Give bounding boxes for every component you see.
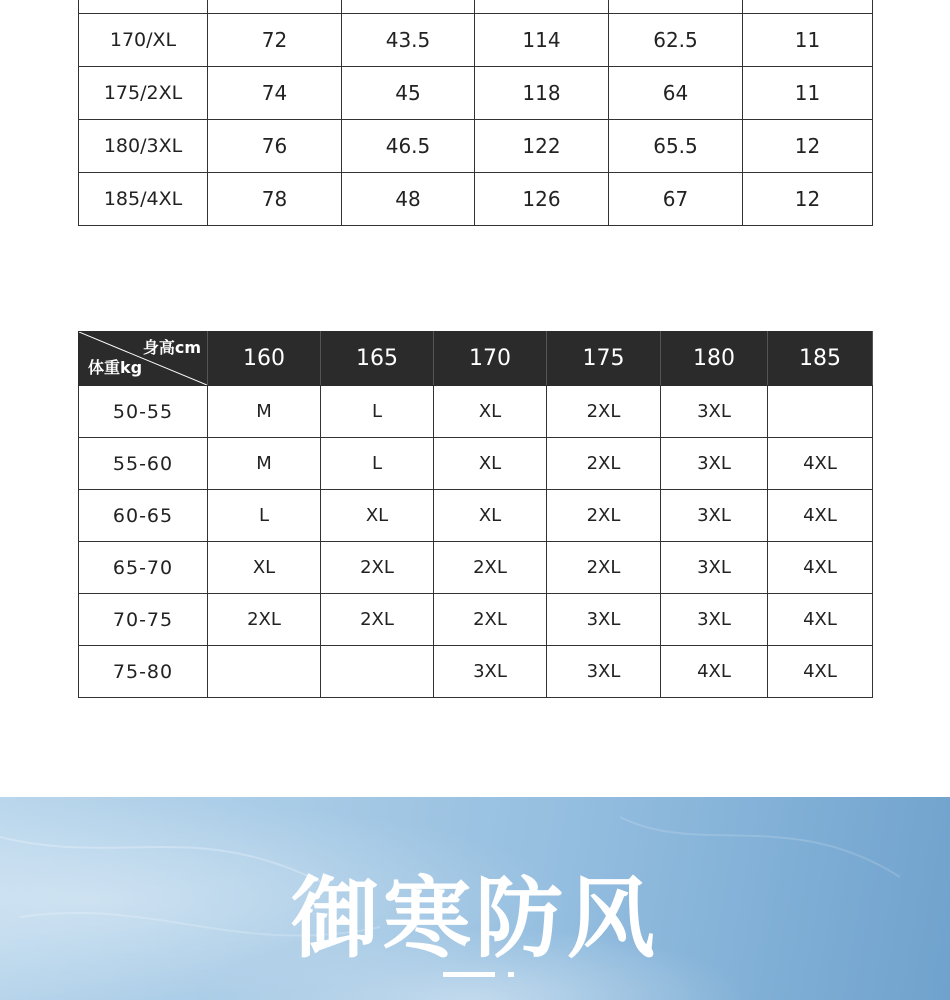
size-label-cell: [79, 0, 208, 14]
measurement-cell: 78: [208, 173, 342, 226]
size-table-row: [79, 120, 873, 173]
recommended-size-cell: 2XL: [547, 386, 661, 438]
height-header-cell: 165: [321, 332, 434, 386]
feature-banner: [0, 797, 950, 1000]
weight-range-cell: 65-70: [79, 542, 208, 594]
measurement-cell: 12: [743, 173, 873, 226]
recommended-size-cell: 2XL: [547, 542, 661, 594]
fit-chart-corner-cell: [79, 332, 208, 386]
recommended-size-cell: 2XL: [547, 438, 661, 490]
measurement-cell: 126: [475, 173, 609, 226]
height-header-cell: 180: [661, 332, 768, 386]
measurement-cell: 45: [342, 67, 475, 120]
measurement-cell: [609, 0, 743, 14]
recommended-size-cell: 3XL: [661, 542, 768, 594]
measurement-cell: 12: [743, 120, 873, 173]
weight-range-cell: 55-60: [79, 438, 208, 490]
recommended-size-cell: M: [208, 438, 321, 490]
height-header-cell: 170: [434, 332, 547, 386]
weight-axis-label: 体重kg: [88, 358, 143, 377]
measurement-cell: [743, 0, 873, 14]
size-label-cell: 180/3XL: [79, 120, 208, 173]
banner-dash-short: [508, 972, 514, 977]
recommended-size-cell: [208, 646, 321, 698]
recommended-size-cell: 3XL: [661, 386, 768, 438]
fit-chart-row: [79, 542, 873, 594]
recommended-size-cell: 2XL: [434, 542, 547, 594]
measurement-cell: 122: [475, 120, 609, 173]
size-label-cell: 170/XL: [79, 14, 208, 67]
measurement-cell: 62.5: [609, 14, 743, 67]
measurement-cell: 67: [609, 173, 743, 226]
measurement-cell: 64: [609, 67, 743, 120]
measurement-cell: 74: [208, 67, 342, 120]
recommended-size-cell: 3XL: [434, 646, 547, 698]
recommended-size-cell: XL: [208, 542, 321, 594]
recommended-size-cell: 2XL: [547, 490, 661, 542]
recommended-size-cell: 4XL: [661, 646, 768, 698]
height-header-cell: 175: [547, 332, 661, 386]
recommended-size-cell: 4XL: [768, 490, 873, 542]
recommended-size-cell: 4XL: [768, 438, 873, 490]
measurement-cell: 72: [208, 14, 342, 67]
recommended-size-cell: 3XL: [661, 490, 768, 542]
height-header-cell: 160: [208, 332, 321, 386]
measurement-cell: 118: [475, 67, 609, 120]
fit-chart-header-row: [79, 332, 873, 386]
measurement-cell: 48: [342, 173, 475, 226]
weight-range-cell: 70-75: [79, 594, 208, 646]
size-table-row: [79, 173, 873, 226]
banner-title: 御寒防风: [290, 867, 659, 970]
recommended-size-cell: L: [321, 386, 434, 438]
size-table-row: [79, 0, 873, 14]
recommended-size-cell: 4XL: [768, 646, 873, 698]
height-axis-label: 身高cm: [142, 338, 201, 357]
recommended-size-cell: [321, 646, 434, 698]
recommended-size-cell: XL: [434, 386, 547, 438]
size-table: [78, 0, 873, 226]
recommended-size-cell: XL: [434, 438, 547, 490]
fit-chart-table: [78, 331, 873, 698]
measurement-cell: 114: [475, 14, 609, 67]
measurement-cell: 76: [208, 120, 342, 173]
measurement-cell: 43.5: [342, 14, 475, 67]
measurement-cell: 11: [743, 67, 873, 120]
measurement-cell: 65.5: [609, 120, 743, 173]
measurement-cell: [342, 0, 475, 14]
recommended-size-cell: XL: [321, 490, 434, 542]
recommended-size-cell: 4XL: [768, 542, 873, 594]
recommended-size-cell: M: [208, 386, 321, 438]
recommended-size-cell: 2XL: [321, 542, 434, 594]
size-label-cell: 175/2XL: [79, 67, 208, 120]
recommended-size-cell: XL: [434, 490, 547, 542]
measurement-cell: [208, 0, 342, 14]
measurement-cell: 11: [743, 14, 873, 67]
recommended-size-cell: 3XL: [547, 646, 661, 698]
weight-range-cell: 50-55: [79, 386, 208, 438]
size-label-cell: 185/4XL: [79, 173, 208, 226]
fit-chart-row: [79, 490, 873, 542]
size-table-row: [79, 14, 873, 67]
height-header-cell: 185: [768, 332, 873, 386]
recommended-size-cell: 3XL: [547, 594, 661, 646]
recommended-size-cell: 2XL: [208, 594, 321, 646]
weight-range-cell: 75-80: [79, 646, 208, 698]
fit-chart-row: [79, 386, 873, 438]
recommended-size-cell: 2XL: [434, 594, 547, 646]
recommended-size-cell: 4XL: [768, 594, 873, 646]
fit-chart-row: [79, 594, 873, 646]
recommended-size-cell: 2XL: [321, 594, 434, 646]
weight-range-cell: 60-65: [79, 490, 208, 542]
recommended-size-cell: [768, 386, 873, 438]
fit-chart-row: [79, 438, 873, 490]
measurement-cell: 46.5: [342, 120, 475, 173]
fit-chart-row: [79, 646, 873, 698]
recommended-size-cell: L: [321, 438, 434, 490]
banner-dash-long: [443, 972, 495, 977]
recommended-size-cell: L: [208, 490, 321, 542]
measurement-cell: [475, 0, 609, 14]
recommended-size-cell: 3XL: [661, 594, 768, 646]
size-table-row: [79, 67, 873, 120]
recommended-size-cell: 3XL: [661, 438, 768, 490]
